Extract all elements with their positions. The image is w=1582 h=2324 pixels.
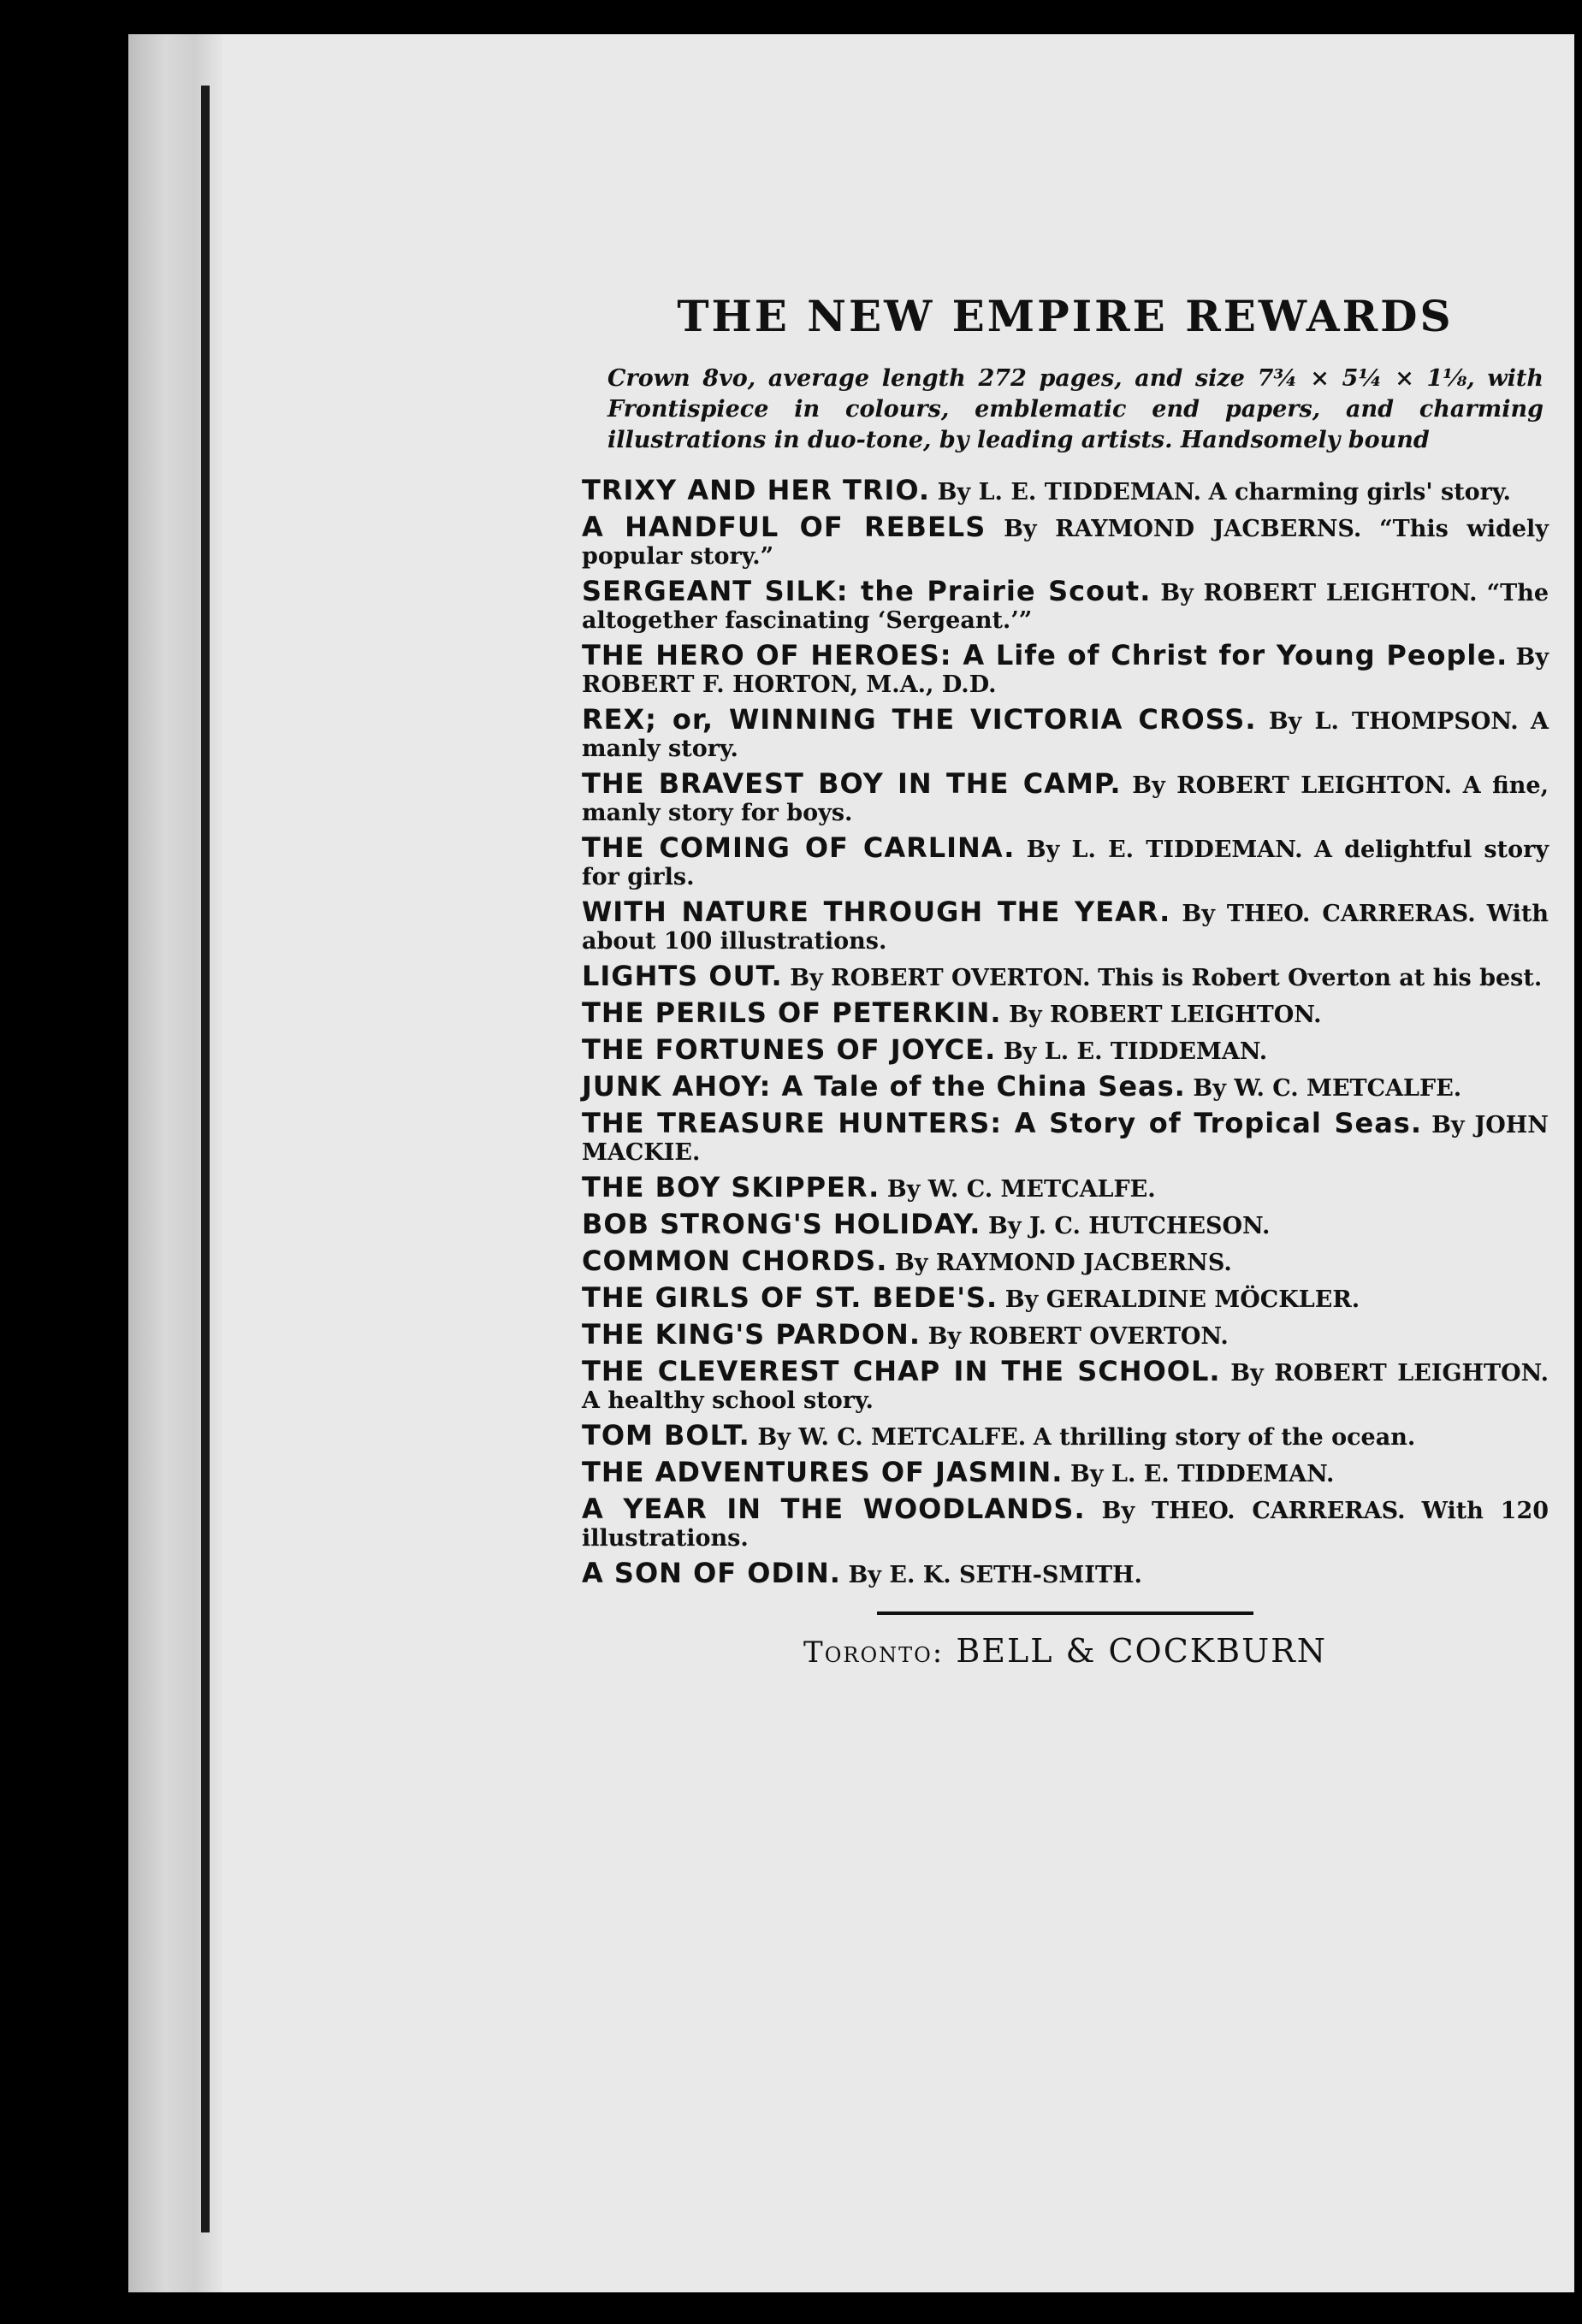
book-title: SERGEANT SILK: the Prairie Scout. (582, 575, 1152, 607)
book-author: By L. E. TIDDEMAN. (1070, 1461, 1335, 1487)
book-title: BOB STRONG'S HOLIDAY. (582, 1208, 981, 1240)
book-title: COMMON CHORDS. (582, 1245, 888, 1277)
book-title: THE KING'S PARDON. (582, 1318, 921, 1351)
book-description: A delightful story for girls. (582, 837, 1549, 890)
book-author: By J. C. HUTCHESON. (988, 1213, 1271, 1239)
book-author: By GERALDINE MÖCKLER. (1004, 1286, 1360, 1313)
series-description: Crown 8vo, average length 272 pages, and size 7¾ × 5¼ × 1⅛, with Frontispiece in colours, emblematic end papers, and charming illustrations in duo-tone, by leading artists. Handsomely bound (607, 365, 1543, 453)
book-title: JUNK AHOY: A Tale of the China Seas. (582, 1070, 1186, 1103)
page-title: THE NEW EMPIRE REWARDS (677, 291, 1454, 341)
book-entry (582, 639, 1549, 699)
book-author: By ROBERT OVERTON. (790, 965, 1091, 991)
book-entry (582, 513, 1549, 571)
book-entry (582, 1109, 1549, 1167)
book-title: TOM BOLT. (582, 1419, 750, 1452)
book-title: THE HERO OF HEROES: A Life of Christ for Young People. (582, 639, 1508, 671)
book-entry (582, 962, 1549, 992)
book-title: LIGHTS OUT. (582, 960, 783, 992)
book-entry (582, 1210, 1549, 1240)
book-description: A charming girls' story. (1208, 479, 1511, 506)
book-description: A healthy school story. (582, 1387, 874, 1414)
publisher-name: BELL & COCKBURN (956, 1632, 1327, 1670)
advertisement-content (582, 291, 1549, 1670)
publisher-imprint (582, 1632, 1549, 1670)
publisher-city: Toronto: (803, 1635, 945, 1670)
book-author: By ROBERT LEIGHTON. (1132, 772, 1452, 799)
book-title: REX; or, WINNING THE VICTORIA CROSS. (582, 703, 1257, 736)
book-title: THE TREASURE HUNTERS: A Story of Tropical Seas. (582, 1107, 1422, 1139)
book-author: By ROBERT OVERTON. (927, 1323, 1229, 1350)
book-title: THE BOY SKIPPER. (582, 1171, 880, 1203)
book-title: THE ADVENTURES OF JASMIN. (582, 1456, 1064, 1488)
book-entry (582, 1247, 1549, 1277)
book-entry (582, 1281, 1549, 1314)
book-title: THE CLEVEREST CHAP IN THE SCHOOL. (582, 1355, 1221, 1387)
book-entry (582, 1033, 1549, 1066)
book-entry (582, 1458, 1549, 1488)
book-entry (582, 1559, 1549, 1589)
book-entry (582, 1419, 1549, 1452)
book-title: A SON OF ODIN. (582, 1557, 841, 1589)
book-author: By ROBERT F. HORTON, M.A., D.D. (582, 644, 1549, 698)
book-author: By W. C. METCALFE. (1193, 1075, 1462, 1102)
book-author: By L. E. TIDDEMAN. (1026, 837, 1303, 863)
book-author: By THEO. CARRERAS. (1101, 1498, 1406, 1524)
book-entry (582, 831, 1549, 891)
book-entry (582, 476, 1549, 506)
book-entry (582, 577, 1549, 635)
book-author: By JOHN MACKIE. (582, 1112, 1549, 1166)
book-description: “The altogether fascinating ‘Sergeant.’” (582, 580, 1549, 634)
book-author: By ROBERT LEIGHTON. (1160, 580, 1478, 606)
book-author: By ROBERT LEIGHTON. (1009, 1002, 1322, 1028)
book-title: TRIXY AND HER TRIO. (582, 474, 931, 506)
book-entry (582, 1070, 1549, 1103)
book-description: “This widely popular story.” (582, 516, 1549, 570)
book-entry (582, 1318, 1549, 1351)
book-list (582, 476, 1549, 1589)
book-title: A HANDFUL OF REBELS (582, 511, 987, 543)
book-author: By L. E. TIDDEMAN. (937, 479, 1202, 506)
book-author: By ROBERT LEIGHTON. (1230, 1360, 1549, 1387)
book-description: A manly story. (582, 708, 1549, 762)
book-entry (582, 996, 1549, 1029)
book-author: By E. K. SETH-SMITH. (848, 1562, 1142, 1588)
book-title: THE BRAVEST BOY IN THE CAMP. (582, 767, 1122, 800)
book-description: A fine, manly story for boys. (582, 772, 1549, 826)
book-title: WITH NATURE THROUGH THE YEAR. (582, 896, 1171, 928)
book-author: By RAYMOND JACBERNS. (1004, 516, 1362, 542)
book-author: By THEO. CARRERAS. (1182, 901, 1476, 927)
book-description: A thrilling story of the ocean. (1033, 1424, 1416, 1451)
book-entry (582, 1171, 1549, 1203)
book-author: By W. C. METCALFE. (757, 1424, 1027, 1451)
book-description: With about 100 illustrations. (582, 901, 1549, 955)
book-entry (582, 1495, 1549, 1552)
divider-rule (877, 1611, 1253, 1615)
page (128, 34, 1574, 2292)
book-title: THE GIRLS OF ST. BEDE'S. (582, 1281, 998, 1314)
book-entry (582, 767, 1549, 827)
book-author: By RAYMOND JACBERNS. (894, 1250, 1232, 1276)
book-title: THE COMING OF CARLINA. (582, 831, 1016, 864)
book-entry (582, 703, 1549, 763)
book-entry (582, 1357, 1549, 1415)
binding-line (201, 86, 210, 2232)
book-description: With 120 illustrations. (582, 1498, 1549, 1552)
book-author: By W. C. METCALFE. (886, 1176, 1156, 1203)
book-author: By L. E. TIDDEMAN. (1003, 1038, 1268, 1065)
book-description: This is Robert Overton at his best. (1098, 965, 1543, 991)
book-title: THE PERILS OF PETERKIN. (582, 996, 1002, 1029)
book-entry (582, 898, 1549, 955)
book-author: By L. THOMPSON. (1268, 708, 1519, 735)
book-title: THE FORTUNES OF JOYCE. (582, 1033, 997, 1066)
book-title: A YEAR IN THE WOODLANDS. (582, 1493, 1086, 1525)
